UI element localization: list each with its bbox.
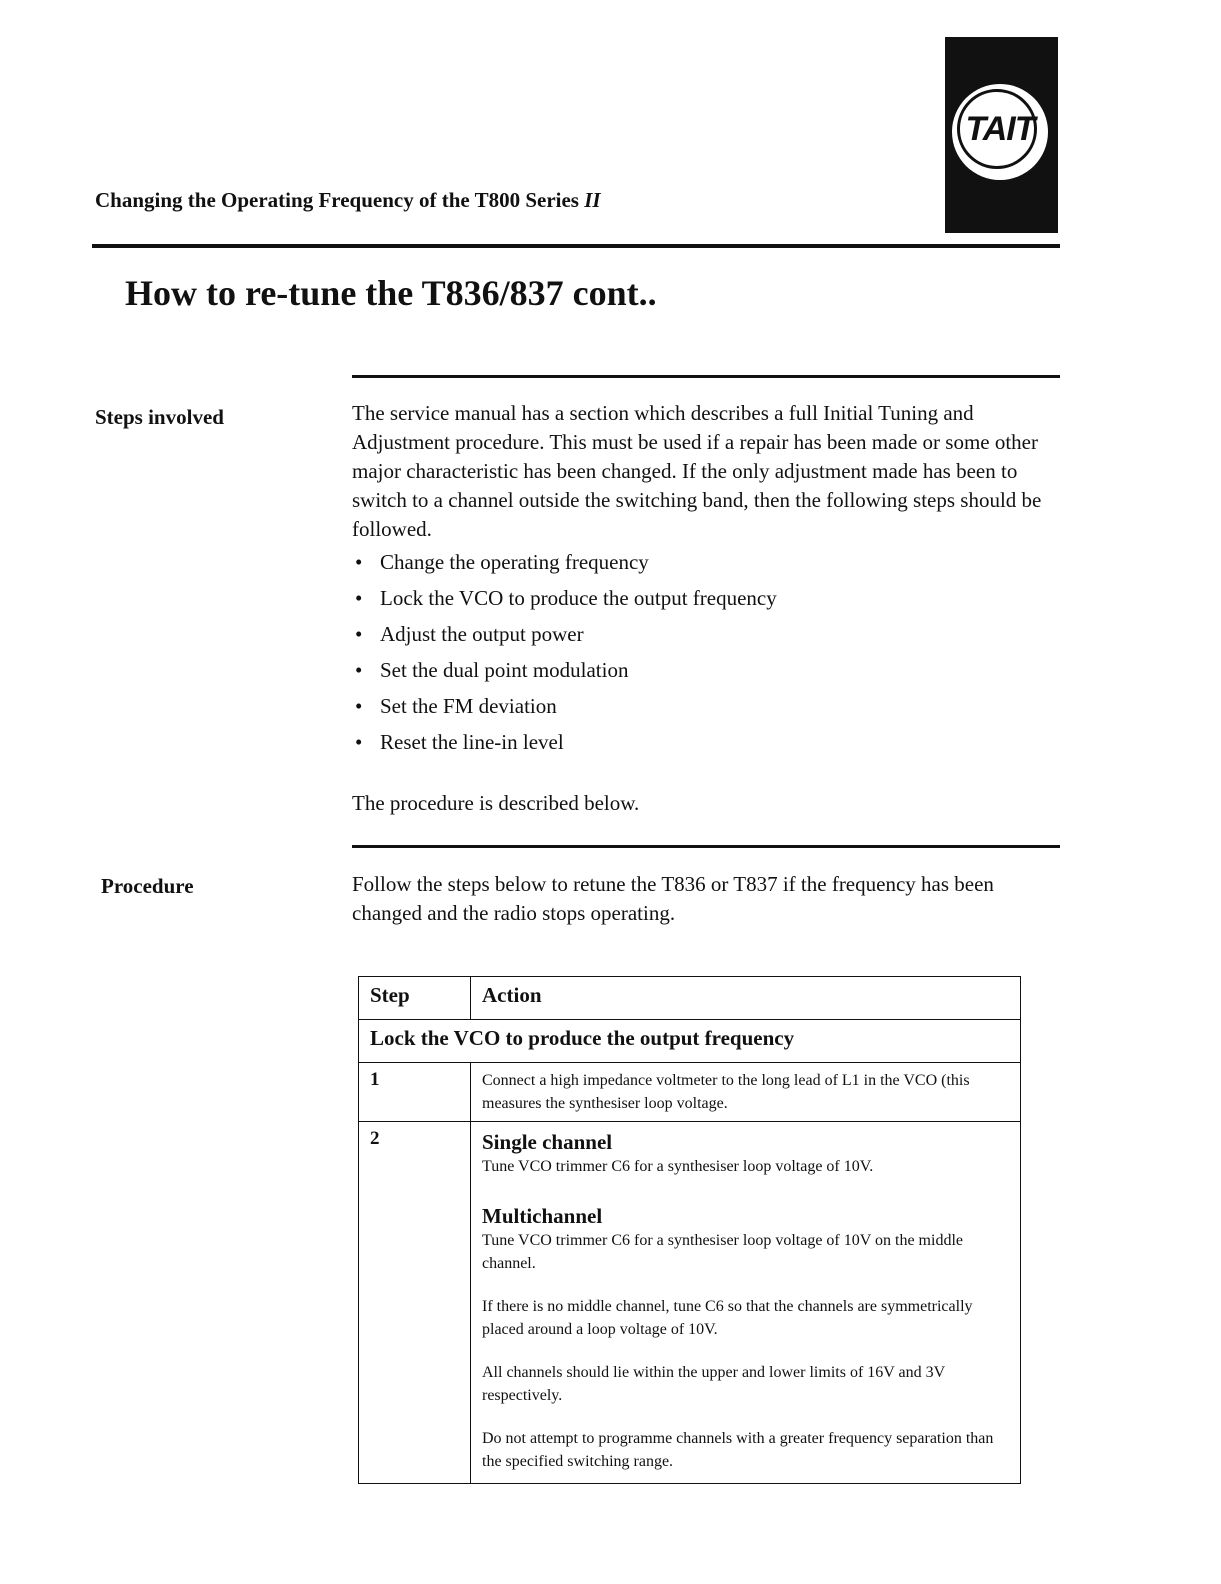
multichannel-text: All channels should lie within the upper and lower limits of 16V and 3V respectively. [482, 1364, 945, 1404]
tait-logo [952, 84, 1048, 180]
procedure-table [358, 976, 1021, 1484]
col-header-step: Step [359, 977, 471, 1020]
col-header-action: Action [471, 977, 1021, 1020]
bullet-item: • Reset the line-in level [352, 728, 1052, 764]
steps-intro-paragraph: The service manual has a section which describes a full Initial Tuning and Adjustment procedure. This must be used if a repair has been made or some other major characteristic has been changed. If the only adjustment made has been to switch to a channel outside the switching band, then the following steps should be followed. [352, 401, 1042, 541]
single-channel-heading: Single channel [482, 1130, 613, 1154]
procedure-label: Procedure [101, 874, 194, 898]
bullet-item: • Set the dual point modulation [352, 656, 1052, 692]
table-group-row [359, 1020, 1021, 1063]
section-rule-steps [352, 375, 1060, 378]
table-header-row [359, 977, 1021, 1020]
step-action [471, 1122, 1021, 1484]
steps-bullet-list [352, 548, 1052, 764]
step-number: 1 [359, 1063, 471, 1122]
page-title: How to re-tune the T836/837 cont.. [125, 273, 657, 313]
multichannel-text: If there is no middle channel, tune C6 so that the channels are symmetrically placed around a loop voltage of 10V. [482, 1298, 973, 1338]
multichannel-text: Do not attempt to programme channels with a greater frequency separation than the specified switching range. [482, 1430, 994, 1470]
multichannel-heading: Multichannel [482, 1204, 603, 1228]
section-rule-procedure [352, 845, 1060, 848]
bullet-item: • Change the operating frequency [352, 548, 1052, 584]
header-rule [92, 244, 1060, 248]
step-number: 2 [359, 1122, 471, 1484]
steps-involved-label: Steps involved [95, 405, 224, 429]
table-row [359, 1063, 1021, 1122]
header-title-text: Changing the Operating Frequency of the T800 Series [95, 188, 579, 212]
step-action: Connect a high impedance voltmeter to the long lead of L1 in the VCO (this measures the synthesiser loop voltage. [471, 1063, 1021, 1122]
procedure-intro-paragraph: Follow the steps below to retune the T836 or T837 if the frequency has been changed and the radio stops operating. [352, 872, 994, 925]
bullet-item: • Set the FM deviation [352, 692, 1052, 728]
single-channel-text: Tune VCO trimmer C6 for a synthesiser loop voltage of 10V. [482, 1158, 874, 1175]
steps-outro-paragraph: The procedure is described below. [352, 791, 640, 815]
bullet-item: • Adjust the output power [352, 620, 1052, 656]
bullet-item: • Lock the VCO to produce the output frequency [352, 584, 1052, 620]
header-title [95, 188, 601, 213]
group-title: Lock the VCO to produce the output frequency [359, 1020, 1021, 1063]
brand-logo-block [945, 37, 1058, 233]
logo-text: TAIT [965, 110, 1035, 148]
multichannel-text: Tune VCO trimmer C6 for a synthesiser loop voltage of 10V on the middle channel. [482, 1232, 963, 1272]
header-title-roman: II [584, 188, 601, 212]
table-row [359, 1122, 1021, 1484]
